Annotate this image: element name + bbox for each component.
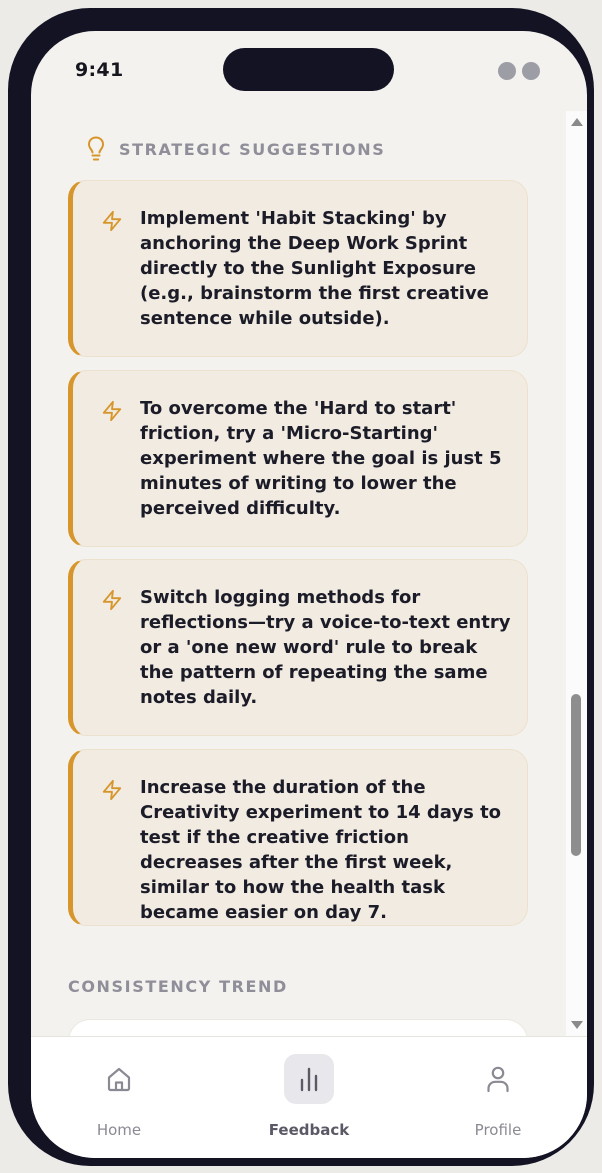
suggestion-card[interactable] bbox=[68, 180, 528, 357]
status-dot-icon bbox=[522, 62, 540, 80]
tab-feedback-icon-container bbox=[284, 1054, 334, 1104]
scroll-down-arrow-icon[interactable] bbox=[571, 1021, 583, 1029]
scroll-up-arrow-icon[interactable] bbox=[571, 118, 583, 126]
user-icon bbox=[484, 1065, 512, 1093]
lightning-bolt-icon bbox=[101, 210, 123, 232]
dynamic-island bbox=[223, 48, 394, 91]
home-icon bbox=[105, 1065, 133, 1093]
lightning-bolt-icon bbox=[101, 400, 123, 422]
bottom-tab-bar bbox=[31, 1036, 587, 1158]
tab-profile[interactable] bbox=[428, 1054, 568, 1144]
tab-home-label: Home bbox=[96, 1121, 142, 1139]
tab-profile-icon-container bbox=[473, 1054, 523, 1104]
consistency-trend-title: CONSISTENCY TREND bbox=[68, 977, 288, 996]
scrollbar[interactable] bbox=[566, 111, 587, 1036]
suggestion-text: Implement 'Habit Stacking' by anchoring the Deep Work Sprint directly to the Sunlight Exposure (e.g., brainstorm the first creative sentence while outside). bbox=[140, 208, 489, 329]
status-dot-icon bbox=[498, 62, 516, 80]
status-time: 9:41 bbox=[75, 59, 124, 81]
tab-home[interactable] bbox=[49, 1054, 189, 1144]
suggestion-card[interactable] bbox=[68, 370, 528, 547]
suggestion-text: Increase the duration of the Creativity experiment to 14 days to test if the creative friction decreases after the first week, similar to how the health task became easier on day 7. bbox=[140, 777, 502, 923]
suggestions-header bbox=[86, 136, 385, 162]
tab-profile-label: Profile bbox=[474, 1121, 522, 1139]
scrollbar-thumb[interactable] bbox=[571, 694, 581, 856]
bar-chart-icon bbox=[295, 1065, 323, 1093]
suggestion-card[interactable] bbox=[68, 559, 528, 736]
tab-home-icon-container bbox=[94, 1054, 144, 1104]
lightning-bolt-icon bbox=[101, 779, 123, 801]
lightning-bolt-icon bbox=[101, 589, 123, 611]
app-screen bbox=[31, 31, 587, 1158]
suggestion-text: Switch logging methods for reflections—try a voice-to-text entry or a 'one new word' rule to break the pattern of repeating the same notes daily. bbox=[140, 587, 511, 708]
status-indicators bbox=[498, 62, 544, 80]
phone-frame bbox=[8, 8, 594, 1166]
suggestion-text: To overcome the 'Hard to start' friction, try a 'Micro-Starting' experiment where the goal is just 5 minutes of writing to lower the perceived difficulty. bbox=[140, 398, 502, 519]
tab-feedback-label: Feedback bbox=[268, 1121, 350, 1139]
suggestion-card[interactable] bbox=[68, 749, 528, 926]
tab-feedback[interactable] bbox=[239, 1054, 379, 1144]
suggestions-title: STRATEGIC SUGGESTIONS bbox=[119, 139, 386, 159]
lightbulb-icon bbox=[86, 136, 106, 162]
